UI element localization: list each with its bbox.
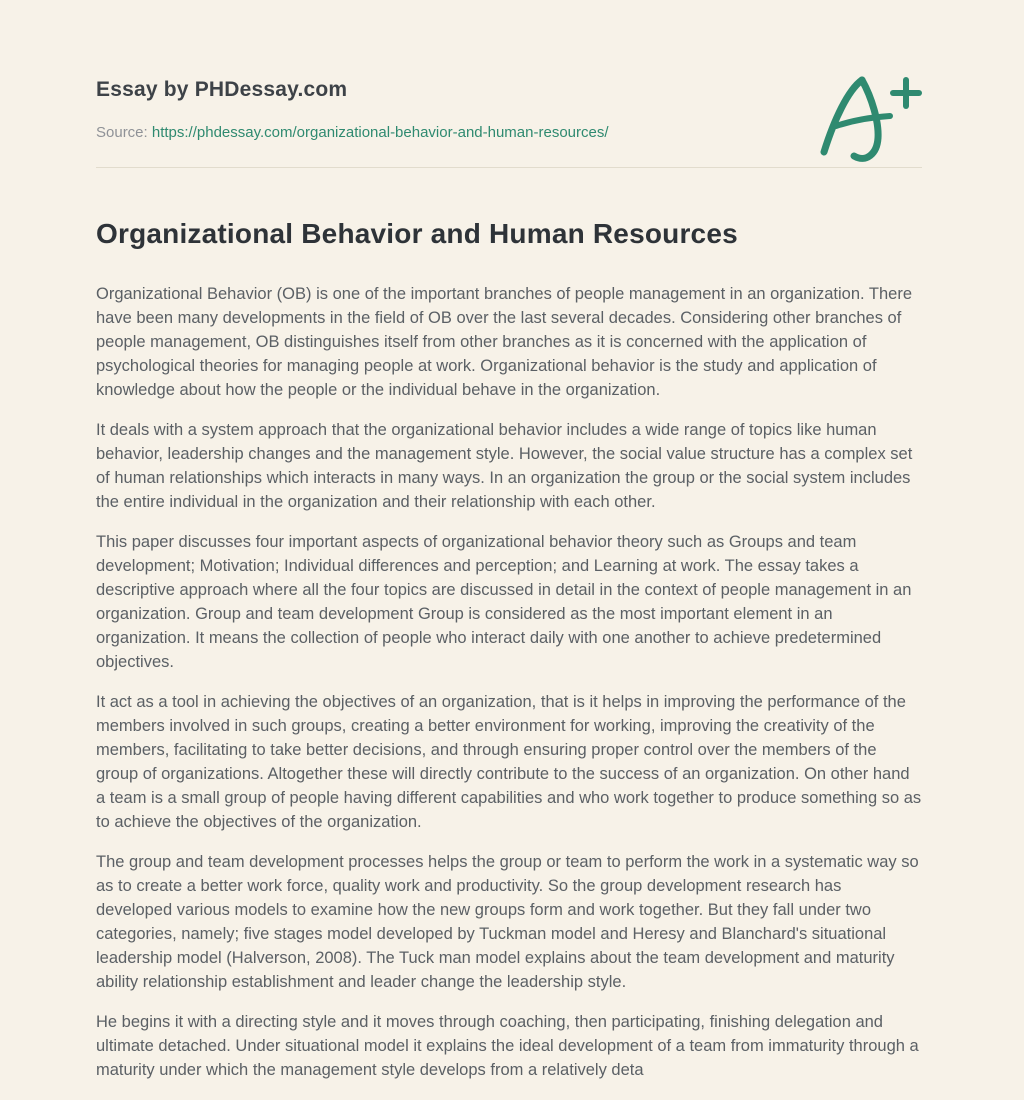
essay-paragraph: He begins it with a directing style and it moves through coaching, then participating, finishing delegation and ultimate detached. Under situational model it explains the ideal development of a team from immaturity through a maturity under which the management style develops from a relatively deta <box>96 1013 919 1079</box>
content-column <box>96 0 922 1082</box>
source-line <box>96 124 922 141</box>
article <box>96 218 922 1082</box>
byline: Essay by PHDessay.com <box>96 78 348 101</box>
source-url-link[interactable]: https://phdessay.com/organizational-behavior-and-human-resources/ <box>151 124 609 141</box>
essay-paragraph: The group and team development processes helps the group or team to perform the work in a systematic way so as to create a better work force, quality work and productivity. So the group development research has developed various models to examine how the new groups form and work together. But they fall under two categories, namely; five stages model developed by Tuckman model and Heresy and Blanchard's situational leadership model (Halverson, 2008). The Tuck man model explains about the team development and maturity ability relationship establishment and leader change the leadership style. <box>96 853 919 991</box>
phdessay-a-plus-logo-icon <box>816 70 928 165</box>
header <box>96 78 922 141</box>
essay-paragraph: It deals with a system approach that the organizational behavior includes a wide range of topics like human behavior, leadership changes and the management style. However, the social value structure has a complex set of human relationships which interacts in many ways. In an organization the group or the social system includes the entire individual in the organization and their relationship with each other. <box>96 421 913 511</box>
essay-body <box>96 282 922 1082</box>
source-label: Source: <box>96 124 148 141</box>
essay-paragraph: This paper discusses four important aspects of organizational behavior theory such as Groups and team development; Motivation; Individual differences and perception; and Learning at work. The essay takes a descriptive approach where all the four topics are discussed in detail in the context of people management in an organization. Group and team development Group is considered as the most important element in an organization. It means the collection of people who interact daily with one another to achieve predetermined objectives. <box>96 533 912 671</box>
essay-paragraph: It act as a tool in achieving the objectives of an organization, that is it helps in improving the performance of the members involved in such groups, creating a better environment for working, improving the creativity of the members, facilitating to take better decisions, and through ensuring proper control over the members of the group of organizations. Altogether these will directly contribute to the success of an organization. On other hand a team is a small group of people having different capabilities and who work together to produce something so as to achieve the objectives of the organization. <box>96 693 922 831</box>
essay-title: Organizational Behavior and Human Resources <box>96 218 738 249</box>
divider <box>96 167 922 168</box>
essay-paragraph: Organizational Behavior (OB) is one of the important branches of people management in an organization. There have been many developments in the field of OB over the last several decades. Considering other branches of people management, OB distinguishes itself from other branches as it is concerned with the application of psychological theories for managing people at work. Organizational behavior is the study and application of knowledge about how the people or the individual behave in the organization. <box>96 285 913 399</box>
